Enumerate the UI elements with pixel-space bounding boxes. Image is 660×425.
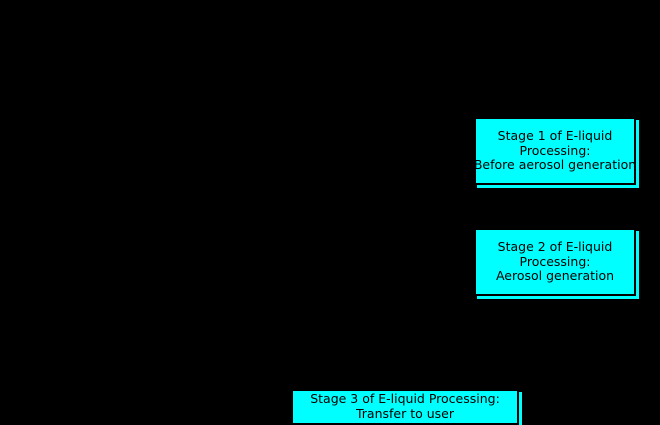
diagram-node-stage-2[interactable] <box>474 228 636 296</box>
diagram-node-stage-3[interactable] <box>291 389 519 425</box>
diagram-node-stage-1-line-1: Stage 1 of E-liquid <box>497 127 613 143</box>
diagram-node-stage-2-line-2: Processing: <box>519 253 591 269</box>
diagram-node-stage-3-line-2: Transfer to user <box>355 406 455 421</box>
diagram-node-stage-1[interactable] <box>474 117 636 185</box>
diagram-node-stage-1-line-2: Processing: <box>519 142 591 158</box>
diagram-node-stage-2-line-1: Stage 2 of E-liquid <box>497 238 613 254</box>
diagram-node-stage-3-line-1: Stage 3 of E-liquid Processing: <box>310 391 500 407</box>
diagram-node-stage-1-line-3: Before aerosol generation <box>473 157 637 173</box>
diagram-node-stage-2-line-3: Aerosol generation <box>495 268 615 284</box>
